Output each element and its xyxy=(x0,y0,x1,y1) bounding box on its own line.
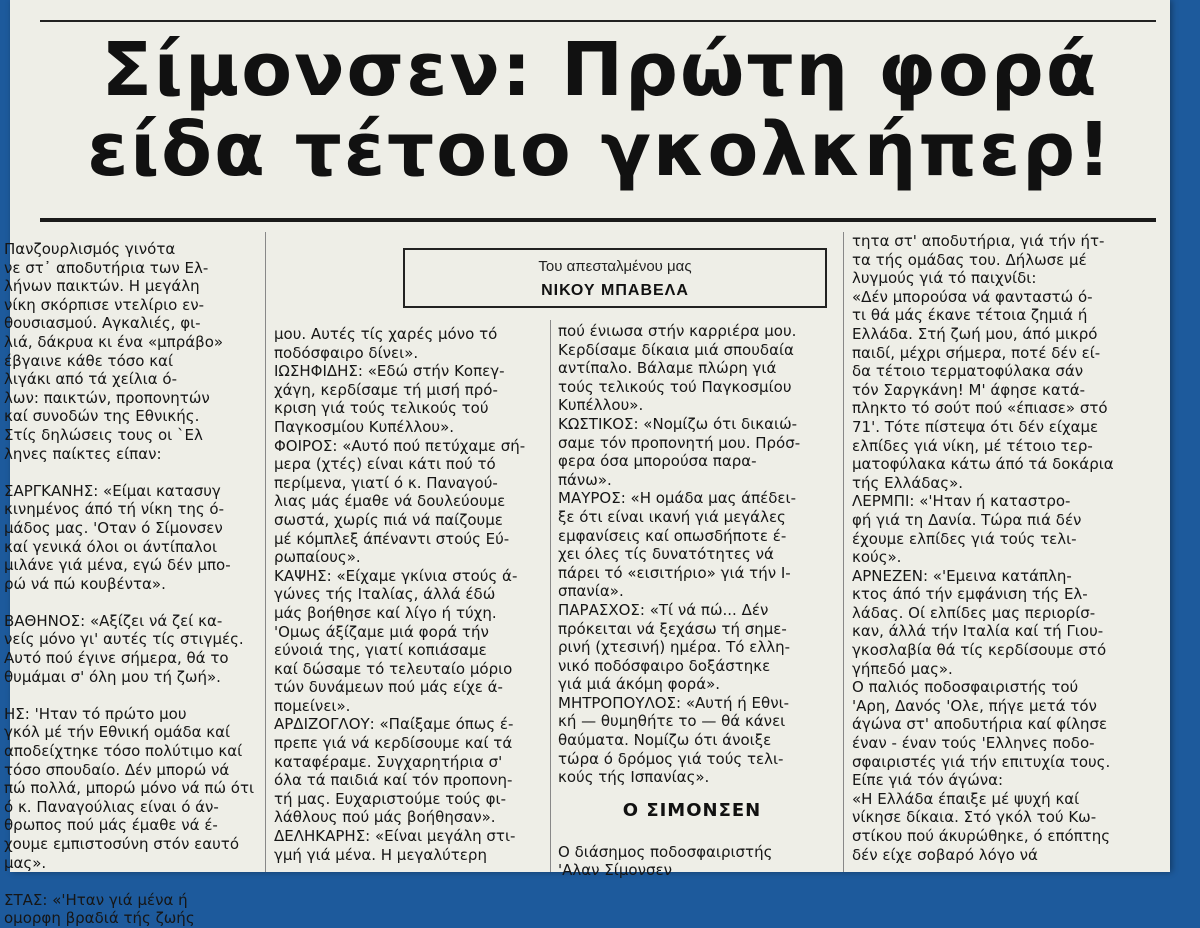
text-line: παιδί, μέχρι σήμερα, ποτέ δέν εί- xyxy=(852,343,1101,362)
byline-label: Του απεσταλμένου μας xyxy=(538,258,692,275)
text-line: νίκησε δίκαια. Στό γκόλ τού Κω- xyxy=(852,808,1097,827)
text-line: δέν είχε σοβαρό λόγο νά xyxy=(852,845,1038,864)
text-line: μου. Αυτές τίς χαρές μόνο τό xyxy=(274,325,498,343)
text-line: λιγάκι από τά χείλια ό- xyxy=(4,370,177,389)
text-line: σφαιριστές γιά τήν επιτυχία τους. xyxy=(852,752,1111,771)
text-line: φερα όσα μπορούσα παρα- xyxy=(558,452,757,471)
text-line: Στίς δηλώσεις τους οι `Ελ xyxy=(4,425,203,444)
headline-rule xyxy=(40,218,1156,222)
text-line: «Δέν μπορούσα νά φανταστώ ό- xyxy=(852,287,1093,306)
text-line: καν, άλλά τήν Ιταλία καί τή Γιου- xyxy=(852,622,1104,641)
text-line: χουμε εμπιστοσύνη στόν εαυτό xyxy=(4,835,239,853)
text-line: θυμάμαι σ' όλη μου τή ζωή». xyxy=(4,667,221,686)
text-line: ΙΩΣΗΦΙΔΗΣ: «Εδώ στήν Κοπεγ- xyxy=(274,362,505,381)
text-line: κούς τής Ισπανίας». xyxy=(558,768,710,787)
text-line: μάς βοήθησε καί λίγο ή τύχη. xyxy=(274,603,497,622)
headline xyxy=(50,27,1150,193)
text-line: τητα στ' αποδυτήρια, γιά τήν ήτ- xyxy=(852,232,1105,250)
text-line: κριση γιά τούς τελικούς τού xyxy=(274,399,489,418)
text-line: αντίπαλο. Βάλαμε πλώρη γιά xyxy=(558,359,777,378)
subheading: Ο ΣΙΜΟΝΣΕΝ xyxy=(622,800,762,821)
newspaper-page xyxy=(4,0,1170,928)
text-line: λάδας. Οί ελπίδες μας περιορίσ- xyxy=(852,603,1096,622)
text-line: λιας μάς έμαθε νά δουλεύουμε xyxy=(274,492,506,511)
text-line: Κερδίσαμε δίκαια μιά σπουδαία xyxy=(558,340,794,359)
text-line: έβγαινε κάθε τόσο καί xyxy=(4,351,174,370)
text-line: τόσο σπουδαίο. Δέν μπορώ νά xyxy=(4,760,230,779)
text-line: 'Ομως άξίζαμε μιά φορά τήν xyxy=(274,622,489,641)
text-line: θουσιασμού. Αγκαλιές, φι- xyxy=(4,314,201,333)
text-line: γκόλ μέ τήν Εθνική ομάδα καί xyxy=(4,723,231,742)
text-line: μιλάνε γιά μένα, εγώ δέν μπο- xyxy=(4,556,231,575)
text-line: τα τής ομάδας του. Δήλωσε μέ xyxy=(852,250,1087,269)
text-line: Κυπέλλου». xyxy=(558,396,644,415)
text-line: εύνοιά της, γιατί κοπιάσαμε xyxy=(274,641,487,660)
text-line: 'Αλαν Σίμονσεν xyxy=(558,861,672,880)
text-line: ποδόσφαιρο δίνει». xyxy=(274,343,419,362)
text-line: Ο παλιός ποδοσφαιριστής τού xyxy=(852,678,1079,697)
text-line: ΛΕΡΜΠΙ: «'Ηταν ή καταστρο- xyxy=(852,492,1071,511)
text-line xyxy=(4,463,262,482)
text-line: πρόκειται νά ξεχάσω τή σημε- xyxy=(558,619,787,638)
text-line: τόν Σαργκάνη! Μ' άφησε κατά- xyxy=(852,380,1086,399)
text-line: Πανζουρλισμός γινότα xyxy=(4,240,176,258)
top-rule xyxy=(40,20,1156,22)
text-line: ρωπαίους». xyxy=(274,548,361,567)
article-column-3 xyxy=(558,322,836,880)
text-line: δα τέτοιο τερματοφύλακα σάν xyxy=(852,362,1084,381)
headline-line-1: Σίμονσεν: Πρώτη φορά xyxy=(101,27,1099,113)
text-line: τούς τελικούς τού Παγκοσμίου xyxy=(558,377,792,396)
text-line: θρωπος πού μάς έμαθε νά έ- xyxy=(4,816,218,835)
byline-box xyxy=(403,248,827,308)
text-line: μας». xyxy=(4,853,47,872)
text-line: ΚΑΨΗΣ: «Είχαμε γκίνια στούς ά- xyxy=(274,566,518,585)
text-line: ΔΕΛΗΚΑΡΗΣ: «Είναι μεγάλη στι- xyxy=(274,827,516,846)
text-line: πού ένιωσα στήν καρριέρα μου. xyxy=(558,322,797,340)
text-line: εμφανίσεις καί οπωσδήποτε έ- xyxy=(558,526,787,545)
text-line: φή γιά τη Δανία. Τώρα πιά δέν xyxy=(852,510,1082,529)
text-line: Ελλάδα. Στή ζωή μου, άπό μικρό xyxy=(852,324,1098,343)
text-line: ΜΑΥΡΟΣ: «Η ομάδα μας άπέδει- xyxy=(558,489,796,508)
text-line: γώνες τής Ιταλίας, άλλά έδώ xyxy=(274,585,496,604)
text-line: αποδείχτηκε τόσο πολύτιμο καί xyxy=(4,742,243,761)
text-line: ληνες παίκτες είπαν: xyxy=(4,444,162,463)
text-line: 71'. Τότε πίστεψα ότι δέν είχαμε xyxy=(852,417,1099,436)
column-divider xyxy=(550,320,551,872)
text-line: ΒΑΘΗΝΟΣ: «Αξίζει νά ζεί κα- xyxy=(4,611,223,630)
text-line: τή μας. Ευχαριστούμε τούς φι- xyxy=(274,789,507,808)
text-line: πώ πολλά, μπορώ μόνο νά πώ ότι xyxy=(4,779,255,798)
text-line: κή — θυμηθήτε το — θά κάνει xyxy=(558,712,786,731)
byline-author: ΝΙΚΟΥ ΜΠΑΒΕΛΑ xyxy=(541,282,689,299)
text-line: μερα (χτές) είναι κάτι πού τό xyxy=(274,455,496,474)
text-line: Παγκοσμίου Κυπέλλου». xyxy=(274,417,455,436)
text-line: λάθλους πού μάς βοήθησαν». xyxy=(274,808,496,827)
text-line: ό κ. Παναγούλιας είναι ό άν- xyxy=(4,797,219,816)
text-line: ΑΡΝΕΖΕΝ: «'Εμεινα κατάπλη- xyxy=(852,566,1072,585)
text-line: περίμενα, γιατί ό κ. Παναγού- xyxy=(274,473,498,492)
text-line xyxy=(4,593,262,612)
text-line: σωστά, χωρίς πιά νά παίζουμε xyxy=(274,510,503,529)
text-line: πρεπε γιά νά κερδίσουμε καί τά xyxy=(274,734,513,753)
text-line: ΣΤΑΣ: «'Ηταν γιά μένα ή xyxy=(4,890,188,909)
text-line: 'Αρη, Δανός 'Ολε, πήγε μετά τόν xyxy=(852,696,1097,715)
text-line: σαμε τόν προπονητή μου. Πρόσ- xyxy=(558,433,801,452)
text-line: νίκη σκόρπισε ντελίριο εν- xyxy=(4,295,205,314)
text-line xyxy=(558,824,836,843)
text-line: λιά, δάκρυα κι ένα «μπράβο» xyxy=(4,332,224,351)
text-line: άγώνα στ' αποδυτήρια καί φίλησε xyxy=(852,715,1108,734)
text-line: πομείνει». xyxy=(274,696,351,715)
text-line: ελπίδες γιά νίκη, μέ τέτοιο τερ- xyxy=(852,436,1093,455)
text-line: έναν - έναν τούς 'Ελληνες ποδο- xyxy=(852,734,1095,753)
text-line: πληκτο τό σούτ πού «έπιασε» στό xyxy=(852,399,1108,418)
column-divider xyxy=(843,232,844,872)
text-line: καί συνοδών της Εθνικής. xyxy=(4,407,200,426)
text-line: λήνων παικτών. Η μεγάλη xyxy=(4,277,200,296)
text-line: πάνω». xyxy=(558,470,612,489)
text-line: θαύματα. Νομίζω ότι άνοιξε xyxy=(558,731,772,750)
text-line: νείς μόνο γι' αυτές τίς στιγμές. xyxy=(4,630,244,649)
headline-line-2: είδα τέτοιο γκολκήπερ! xyxy=(87,107,1113,193)
text-line: μέ κόμπλεξ άπέναντι στούς Εύ- xyxy=(274,529,510,548)
text-line xyxy=(4,872,262,891)
text-line: έχουμε ελπίδες γιά τούς τελι- xyxy=(852,529,1077,548)
text-line: ΚΩΣΤΙΚΟΣ: «Νομίζω ότι δικαιώ- xyxy=(558,414,798,433)
article-column-1 xyxy=(4,240,262,928)
text-line: χάγη, κερδίσαμε τή μισή πρό- xyxy=(274,380,498,399)
text-line: «Η Ελλάδα έπαιξε μέ ψυχή καί xyxy=(852,789,1080,808)
text-line: ματοφύλακα κάτω άπό τά δοκάρια xyxy=(852,455,1114,474)
text-line: Ο διάσημος ποδοσφαιριστής xyxy=(558,842,773,861)
column-divider xyxy=(265,232,266,872)
text-line: όλα τά παιδιά καί τόν προπονη- xyxy=(274,771,513,790)
text-line: Αυτό πού έγινε σήμερα, θά το xyxy=(4,649,229,668)
text-line: ΜΗΤΡΟΠΟΥΛΟΣ: «Αυτή ή Εθνι- xyxy=(558,693,790,712)
text-line: κτος άπό τήν εμφάνιση τής Ελ- xyxy=(852,585,1088,604)
text-line: χει όλες τίς δυνατότητες νά xyxy=(558,545,774,564)
text-line: κινημένος άπό τή νίκη της ό- xyxy=(4,500,225,519)
text-line: ΦΟΙΡΟΣ: «Αυτό πού πετύχαμε σή- xyxy=(274,436,526,455)
article-column-2 xyxy=(274,325,539,864)
text-line: ΗΣ: 'Ηταν τό πρώτο μου xyxy=(4,704,187,723)
article-column-4 xyxy=(852,232,1157,864)
text-line: καταφέραμε. Συγχαρητήρια σ' xyxy=(274,752,503,771)
text-line: γμή γιά μένα. Η μεγαλύτερη xyxy=(274,845,487,864)
text-line: λων: παικτών, προπονητών xyxy=(4,388,210,407)
text-line: καί γενικά όλοι οι άντίπαλοι xyxy=(4,537,218,556)
text-line: λυγμούς γιά τό παιχνίδι: xyxy=(852,269,1037,288)
text-line: γκοσλαβία θά τίς κερδίσουμε στό xyxy=(852,641,1107,660)
text-line: τώρα ό δρόμος γιά τούς τελι- xyxy=(558,749,784,768)
text-line: γήπεδό μας». xyxy=(852,659,953,678)
text-line: τής Ελλάδας». xyxy=(852,473,964,492)
text-line: γιά μιά άκόμη φορά». xyxy=(558,675,721,694)
text-line: ΠΑΡΑΣΧΟΣ: «Τί νά πώ... Δέν xyxy=(558,600,769,619)
text-line: κούς». xyxy=(852,548,902,567)
text-line: τι θά μάς έκανε τέτοια ζημιά ή xyxy=(852,306,1088,325)
text-line: ομορφη βραδιά τής ζωής xyxy=(4,909,195,928)
text-line: σπανία». xyxy=(558,582,624,601)
text-line: ρινή (χτεσινή) ημέρα. Τό ελλη- xyxy=(558,638,790,657)
text-line: καί δώσαμε τό τελευταίο μόριο xyxy=(274,659,513,678)
text-line: τών δυνάμεων πού μάς είχε ά- xyxy=(274,678,503,697)
text-line: Είπε γιά τόν άγώνα: xyxy=(852,771,1004,790)
text-line: νε στ᾽ αποδυτήρια των Ελ- xyxy=(4,258,209,277)
text-line: νικό ποδόσφαιρο δοξάστηκε xyxy=(558,656,771,675)
text-line: ΣΑΡΓΚΑΝΗΣ: «Είμαι κατασυγ xyxy=(4,481,221,500)
text-line: στίκου πού άκυρώθηκε, ό επόπτης xyxy=(852,827,1111,845)
text-line: πάρει τό «εισιτήριο» γιά τήν Ι- xyxy=(558,563,791,582)
text-line xyxy=(4,686,262,705)
text-line: μάδος μας. 'Οταν ό Σίμονσεν xyxy=(4,518,223,537)
text-line: ρώ νά πώ κουβέντα». xyxy=(4,574,166,593)
text-line: ξε ότι είναι ικανή γιά μεγάλες xyxy=(558,507,786,526)
text-line: ΑΡΔΙΖΟΓΛΟΥ: «Παίξαμε όπως έ- xyxy=(274,715,514,734)
